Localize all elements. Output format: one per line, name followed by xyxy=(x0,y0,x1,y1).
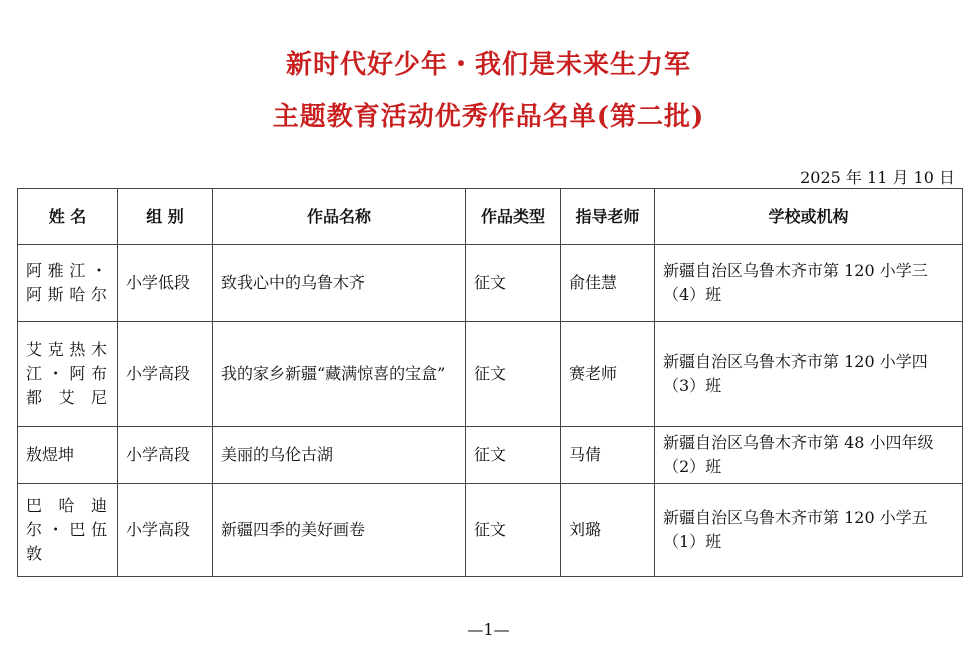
cell-school: 新疆自治区乌鲁木齐市第 120 小学三（4）班 xyxy=(655,245,963,322)
cell-school: 新疆自治区乌鲁木齐市第 48 小四年级（2）班 xyxy=(655,427,963,484)
cell-group: 小学高段 xyxy=(118,322,213,427)
cell-teacher: 马倩 xyxy=(561,427,655,484)
cell-name: 巴哈迪尔・巴伍敦 xyxy=(18,484,118,577)
cell-work-type: 征文 xyxy=(466,427,561,484)
cell-name: 阿雅江・阿斯哈尔 xyxy=(18,245,118,322)
cell-name: 敖煜坤 xyxy=(18,427,118,484)
header-name: 姓 名 xyxy=(18,189,118,245)
table-row xyxy=(18,322,963,427)
cell-name: 艾克热木江・阿布都艾尼 xyxy=(18,322,118,427)
page-number: —1— xyxy=(467,620,510,639)
cell-group: 小学高段 xyxy=(118,484,213,577)
table-header-row xyxy=(18,189,963,245)
cell-group: 小学高段 xyxy=(118,427,213,484)
cell-work-type: 征文 xyxy=(466,245,561,322)
cell-work-title: 美丽的乌伦古湖 xyxy=(213,427,466,484)
header-teacher: 指导老师 xyxy=(561,189,655,245)
table-row xyxy=(18,245,963,322)
cell-work-title: 致我心中的乌鲁木齐 xyxy=(213,245,466,322)
document-date: 2025 年 11 月 10 日 xyxy=(800,168,955,187)
cell-teacher: 俞佳慧 xyxy=(561,245,655,322)
document-title-line-1: 新时代好少年・我们是未来生力军 xyxy=(285,50,691,80)
header-work-type: 作品类型 xyxy=(466,189,561,245)
table-row xyxy=(18,427,963,484)
cell-school: 新疆自治区乌鲁木齐市第 120 小学四（3）班 xyxy=(655,322,963,427)
cell-work-type: 征文 xyxy=(466,322,561,427)
document-title-line-2: 主题教育活动优秀作品名单(第二批) xyxy=(272,102,705,132)
cell-group: 小学低段 xyxy=(118,245,213,322)
header-group: 组 别 xyxy=(118,189,213,245)
cell-teacher: 刘璐 xyxy=(561,484,655,577)
cell-work-title: 新疆四季的美好画卷 xyxy=(213,484,466,577)
award-list-table xyxy=(17,188,963,577)
table-row xyxy=(18,484,963,577)
cell-work-type: 征文 xyxy=(466,484,561,577)
cell-school: 新疆自治区乌鲁木齐市第 120 小学五（1）班 xyxy=(655,484,963,577)
cell-teacher: 赛老师 xyxy=(561,322,655,427)
cell-work-title: 我的家乡新疆“藏满惊喜的宝盒” xyxy=(213,322,466,427)
header-work-title: 作品名称 xyxy=(213,189,466,245)
header-school: 学校或机构 xyxy=(655,189,963,245)
